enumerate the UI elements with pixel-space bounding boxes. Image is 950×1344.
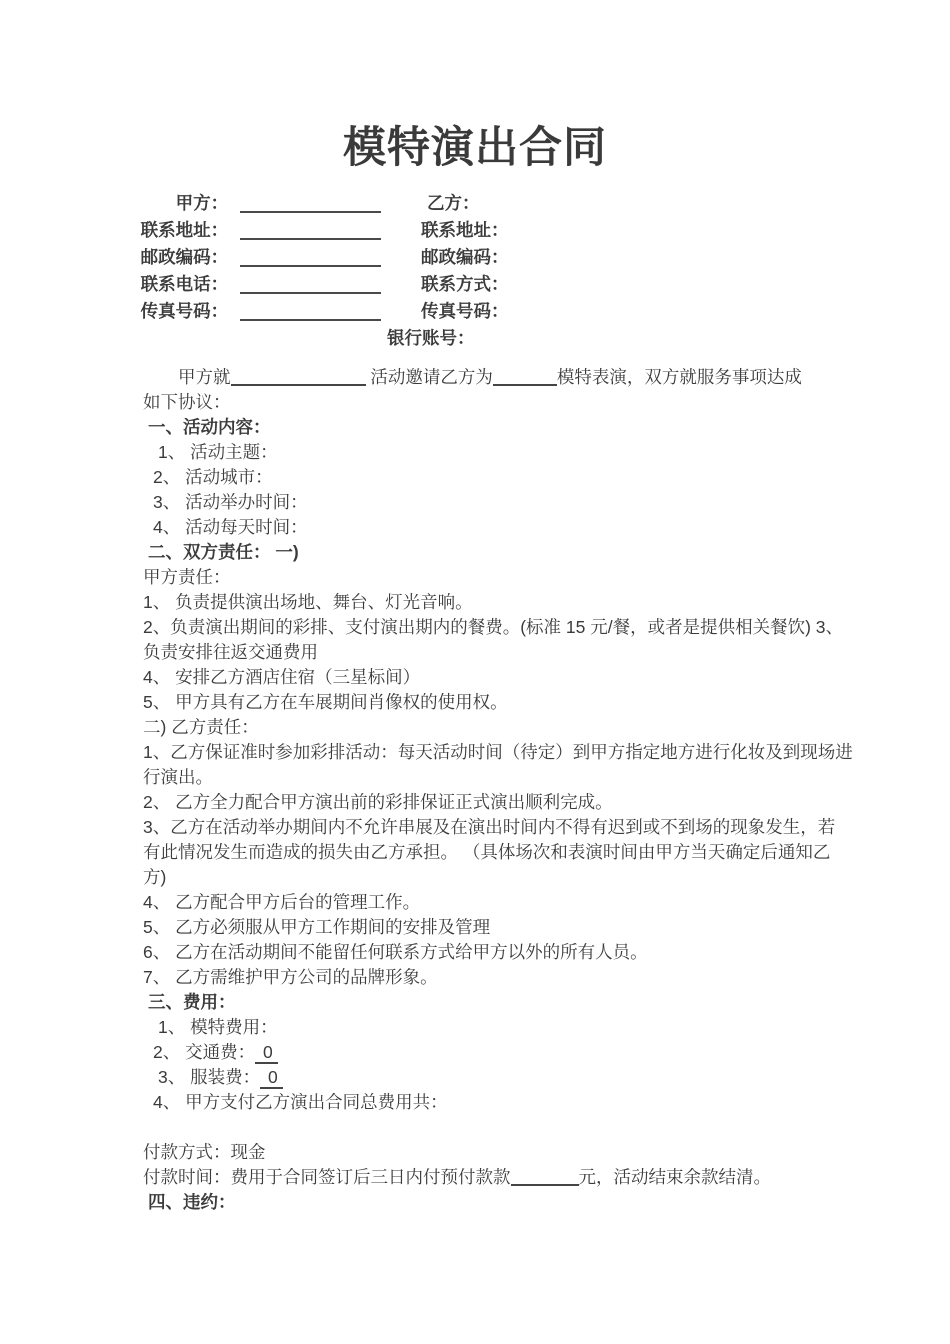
contract-line bbox=[143, 690, 913, 715]
contract-title: 模特演出合同 bbox=[343, 124, 607, 172]
text-run: 方) bbox=[143, 867, 167, 887]
contract-line bbox=[143, 1090, 913, 1115]
contract-line bbox=[143, 515, 913, 540]
party-label-left: 联系地址： bbox=[140, 220, 233, 240]
text-run: 付款时间：费用于合同签订后三日内付预付款款 bbox=[143, 1167, 511, 1187]
party-label-right: 传真号码： bbox=[421, 301, 509, 321]
contract-line bbox=[143, 815, 913, 840]
underlined-value: 0 bbox=[255, 1042, 278, 1064]
text-run: 甲方责任： bbox=[143, 567, 231, 587]
text-run: 有此情况发生而造成的损失由乙方承担。 （具体场次和表演时间由甲方当天确定后通知乙 bbox=[143, 842, 831, 862]
party-info-row bbox=[0, 244, 950, 271]
text-run: 四、违约： bbox=[148, 1192, 236, 1212]
text-run: 模特表演，双方就服务事项达成 bbox=[556, 367, 802, 387]
text-run: 行演出。 bbox=[143, 767, 213, 787]
contract-line bbox=[143, 890, 913, 915]
blank-underline bbox=[493, 368, 557, 386]
contract-line bbox=[143, 790, 913, 815]
contract-line bbox=[143, 740, 913, 765]
underlined-value: 0 bbox=[260, 1067, 283, 1089]
text-run: 5、 甲方具有乙方在车展期间肖像权的使用权。 bbox=[143, 692, 508, 712]
contract-line bbox=[143, 1040, 913, 1065]
contract-line bbox=[143, 765, 913, 790]
party-label-right: 联系方式： bbox=[421, 274, 509, 294]
text-run: 活动邀请乙方为 bbox=[365, 367, 493, 387]
party-label-right: 银行账号： bbox=[387, 328, 475, 348]
contract-line bbox=[143, 465, 913, 490]
contract-line bbox=[143, 715, 913, 740]
contract-line bbox=[143, 615, 913, 640]
blank-underline bbox=[240, 192, 381, 213]
party-info-block bbox=[0, 190, 950, 352]
text-run: 3、 活动举办时间： bbox=[153, 492, 308, 512]
blank-line bbox=[143, 1115, 913, 1140]
text-run: 2、负责演出期间的彩排、支付演出期内的餐费。(标准 15 元/餐，或者是提供相关餐饮) 3、 bbox=[143, 617, 844, 637]
text-run: 三、费用： bbox=[148, 992, 236, 1012]
blank-underline bbox=[240, 300, 381, 321]
contract-line bbox=[143, 565, 913, 590]
text-run: 一、活动内容： bbox=[148, 417, 271, 437]
contract-line bbox=[143, 1015, 913, 1040]
party-info-row bbox=[0, 298, 950, 325]
text-run: 7、 乙方需维护甲方公司的品牌形象。 bbox=[143, 967, 438, 987]
text-run: 5、 乙方必须服从甲方工作期间的安排及管理 bbox=[143, 917, 491, 937]
text-run: 二、双方责任： 一) bbox=[148, 542, 299, 562]
text-run: 3、乙方在活动举办期间内不允许串展及在演出时间内不得有迟到或不到场的现象发生，若 bbox=[143, 817, 836, 837]
party-label-left: 传真号码： bbox=[140, 301, 233, 321]
contract-line bbox=[143, 1140, 913, 1165]
contract-line bbox=[143, 1065, 913, 1090]
blank-underline bbox=[240, 273, 381, 294]
party-info-row bbox=[0, 190, 950, 217]
text-run: 元，活动结束余款结清。 bbox=[578, 1167, 771, 1187]
blank-underline bbox=[240, 246, 381, 267]
contract-body bbox=[143, 365, 913, 1215]
blank-underline bbox=[231, 368, 366, 386]
party-label-left: 邮政编码： bbox=[140, 247, 233, 267]
text-run: 4、 活动每天时间： bbox=[153, 517, 308, 537]
section-heading bbox=[143, 540, 913, 565]
text-run: 6、 乙方在活动期间不能留任何联系方式给甲方以外的所有人员。 bbox=[143, 942, 648, 962]
blank-underline bbox=[511, 1168, 579, 1186]
text-run: 1、乙方保证准时参加彩排活动：每天活动时间（待定）到甲方指定地方进行化妆及到现场进 bbox=[143, 742, 853, 762]
text-run: 4、 安排乙方酒店住宿（三星标间） bbox=[143, 667, 421, 687]
party-label-right: 联系地址： bbox=[421, 220, 509, 240]
contract-line bbox=[143, 665, 913, 690]
section-heading bbox=[143, 415, 913, 440]
party-label-right: 邮政编码： bbox=[421, 247, 509, 267]
text-run: 甲方就 bbox=[178, 367, 231, 387]
contract-line bbox=[143, 365, 913, 390]
contract-line bbox=[143, 940, 913, 965]
contract-line bbox=[143, 490, 913, 515]
section-heading bbox=[143, 990, 913, 1015]
contract-line bbox=[143, 440, 913, 465]
contract-line bbox=[143, 965, 913, 990]
text-run: 2、 乙方全力配合甲方演出前的彩排保证正式演出顺利完成。 bbox=[143, 792, 613, 812]
section-heading bbox=[143, 1190, 913, 1215]
contract-line bbox=[143, 640, 913, 665]
text-run: 1、 活动主题： bbox=[158, 442, 278, 462]
contract-line bbox=[143, 390, 913, 415]
text-run: 1、 负责提供演出场地、舞台、灯光音响。 bbox=[143, 592, 473, 612]
party-info-row bbox=[0, 325, 950, 352]
text-run: 4、 乙方配合甲方后台的管理工作。 bbox=[143, 892, 421, 912]
text-run: 4、 甲方支付乙方演出合同总费用共： bbox=[153, 1092, 448, 1112]
party-label-left: 联系电话： bbox=[140, 274, 233, 294]
contract-line bbox=[143, 590, 913, 615]
text-run: 2、 活动城市： bbox=[153, 467, 273, 487]
party-info-row bbox=[0, 271, 950, 298]
text-run: 负责安排往返交通费用 bbox=[143, 642, 318, 662]
contract-line bbox=[143, 1165, 913, 1190]
contract-line bbox=[143, 915, 913, 940]
party-label-left: 甲方： bbox=[175, 193, 233, 213]
blank-underline bbox=[240, 219, 381, 240]
text-run: 1、 模特费用： bbox=[158, 1017, 278, 1037]
contract-line bbox=[143, 840, 913, 865]
text-run: 付款方式：现金 bbox=[143, 1142, 266, 1162]
party-label-right: 乙方： bbox=[427, 193, 480, 213]
text-run: 二) 乙方责任： bbox=[143, 717, 259, 737]
text-run: 2、 交通费： bbox=[153, 1042, 256, 1062]
text-run: 如下协议： bbox=[143, 392, 231, 412]
contract-line bbox=[143, 865, 913, 890]
party-info-row bbox=[0, 217, 950, 244]
text-run: 3、 服装费： bbox=[158, 1067, 261, 1087]
